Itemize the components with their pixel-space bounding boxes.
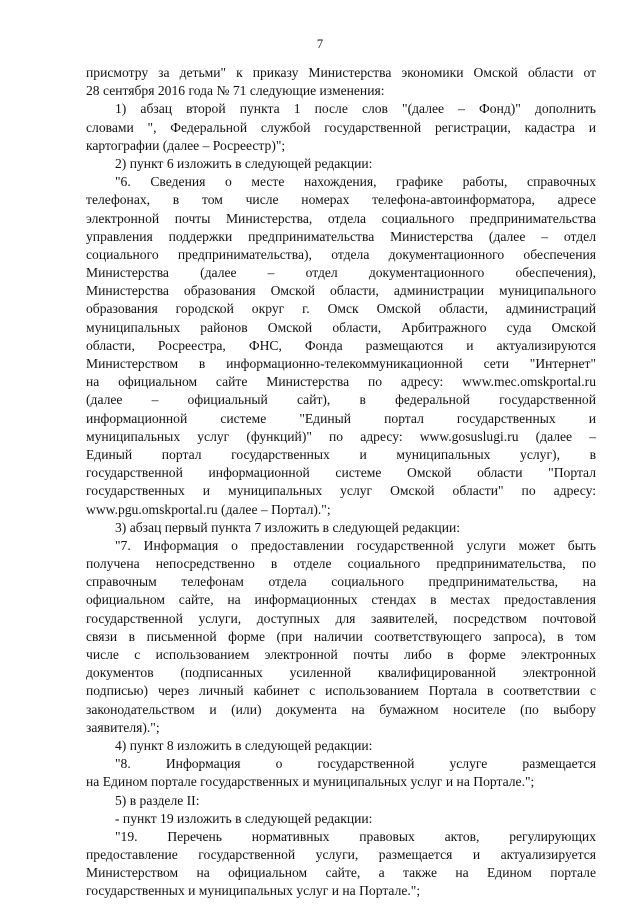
text-line: 4) пункт 8 изложить в следующей редакции: (115, 737, 373, 753)
text-line: связи в письменной форме (при наличии соответствующего запроса), в том (86, 628, 596, 644)
text-line: государственной услуги, доступных для заявителей, посредством почтовой (86, 610, 596, 626)
text-line: на официальном сайте Министерства по адресу: www.mec.omskportal.ru (86, 374, 596, 390)
text-line: законодательством и (или) документа на бумажном носителе (по выбору (86, 701, 596, 717)
text-line: присмотру за детьми" к приказу Министерства экономики Омской области от (86, 65, 596, 80)
text-line: государственной информационной системе Омской области "Портал (86, 465, 596, 481)
text-line: образования городской округ г. Омск Омской области, администраций (86, 301, 596, 317)
text-line: 28 сентября 2016 года № 71 следующие изменения: (86, 83, 385, 99)
text-line: Единый портал государственных и муниципальных услуг), в (86, 446, 596, 462)
text-line: муниципальных услуг (функций)" по адресу: www.gosuslugi.ru (далее – (86, 428, 596, 444)
text-line: 1) абзац второй пункта 1 после слов "(далее – Фонд)" дополнить (115, 101, 596, 117)
text-line: предоставление государственной услуги, размещается и актуализируется (86, 847, 596, 863)
text-line: государственных и муниципальных услуг и на Портале."; (86, 883, 421, 899)
text-line: заявителя)."; (86, 719, 160, 735)
text-line: государственных и муниципальных услуг Омской области" по адресу: (86, 483, 596, 499)
text-line: социального предпринимательства), отдела документационного обеспечения (86, 246, 596, 262)
text-line: словами ", Федеральной службой государственной регистрации, кадастра и (86, 119, 596, 135)
text-line: картографии (далее – Росреестр)"; (86, 137, 286, 153)
text-line: Министерством на официальном сайте, а также на Едином портале (86, 865, 596, 881)
text-line: Министерства образования Омской области, администрации муниципального (86, 283, 596, 299)
text-line: телефонах, в том числе номерах телефона-автоинформатора, адресе (86, 192, 596, 208)
text-line: муниципальных районов Омской области, Арбитражного суда Омской (86, 319, 596, 335)
text-line: 3) абзац первый пункта 7 изложить в следующей редакции: (115, 519, 461, 535)
text-line: "19. Перечень нормативных правовых актов, регулирующих (115, 828, 596, 844)
text-line: на Едином портале государственных и муниципальных услуг и на Портале."; (86, 774, 535, 790)
text-line: "7. Информация о предоставлении государственной услуги может быть (115, 537, 596, 553)
text-line: справочным телефонам отдела социального предпринимательства, на (86, 574, 596, 590)
text-line: 2) пункт 6 изложить в следующей редакции: (115, 155, 373, 171)
text-line: документов (подписанных усиленной квалифицированной электронной (86, 665, 596, 681)
text-line: 5) в разделе II: (115, 792, 200, 808)
text-line: электронной почты Министерства, отдела социального предпринимательства (86, 210, 596, 226)
text-line: Министерства (далее – отдел документационного обеспечения), (86, 265, 596, 281)
text-line: www.pgu.omskportal.ru (далее – Портал)."; (86, 501, 331, 517)
text-line: - пункт 19 изложить в следующей редакции: (115, 810, 373, 826)
page-number: 7 (316, 37, 324, 51)
text-line: информационной системе "Единый портал государственных и (86, 410, 596, 426)
text-line: получена непосредственно в отделе социального предпринимательства, по (86, 556, 596, 572)
text-line: управления поддержки предпринимательства Министерства (далее – отдел (86, 228, 596, 244)
text-line: числе с использованием электронной почты либо в форме электронных (86, 647, 596, 662)
text-line: подписью) через личный кабинет с использованием Портала в соответствии с (86, 683, 596, 699)
text-line: официальном сайте, на информационных стендах в местах предоставления (86, 592, 596, 608)
text-line: Министерством в информационно-телекоммуникационной сети "Интернет" (86, 356, 596, 371)
text-line: "6. Сведения о месте нахождения, графике работы, справочных (115, 174, 596, 190)
text-line: (далее – официальный сайт), в федеральной государственной (86, 392, 596, 408)
text-line: области, Росреестра, ФНС, Фонда размещаются и актуализируются (86, 337, 596, 353)
text-line: "8. Информация о государственной услуге размещается (115, 756, 596, 772)
document-body (86, 64, 596, 901)
